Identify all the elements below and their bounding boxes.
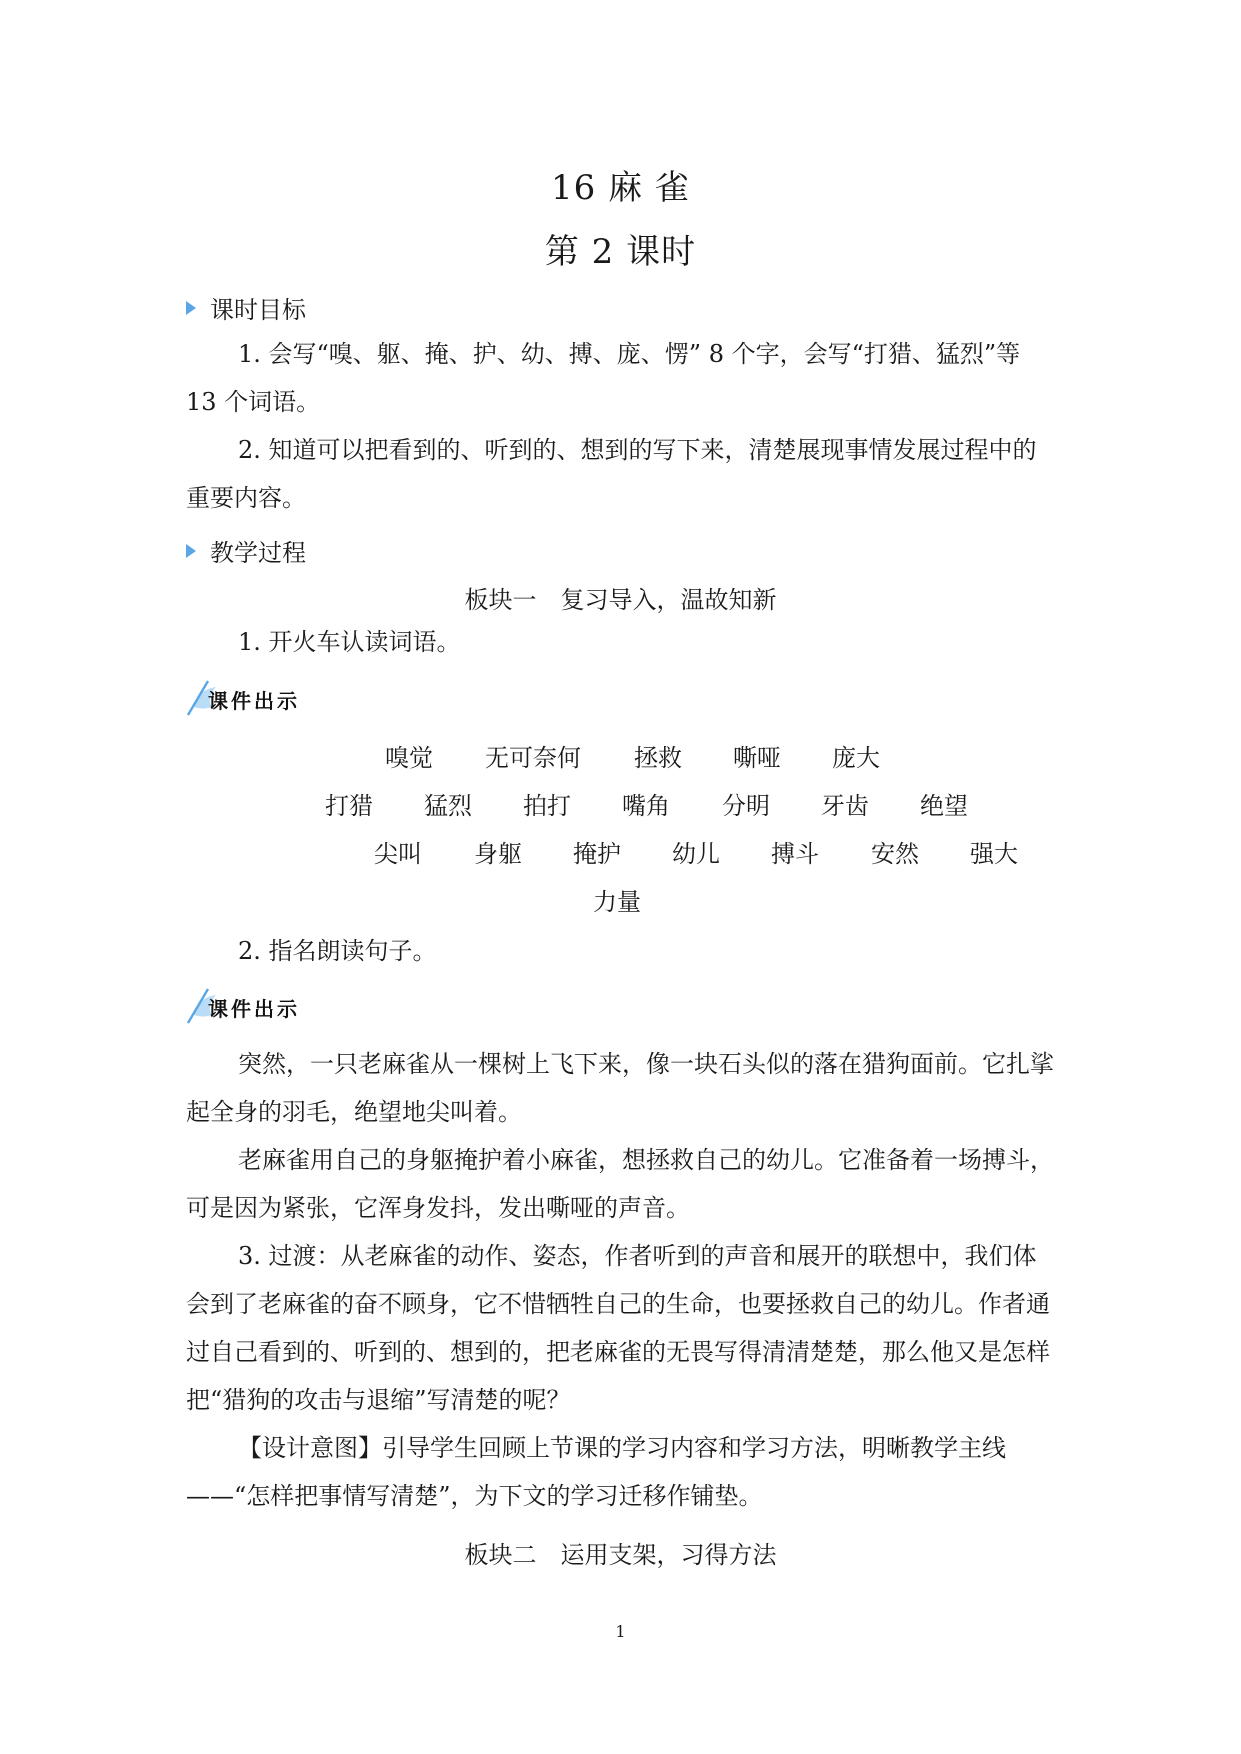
lesson-title: 16 麻 雀	[551, 168, 690, 208]
word: 猛烈	[424, 792, 472, 820]
word: 掩护	[573, 840, 621, 868]
word: 尖叫	[374, 840, 422, 868]
word: 打猎	[325, 792, 373, 820]
passage-paragraph-1: 突然，一只老麻雀从一棵树上飞下来，像一块石头似的落在猎狗面前。它扎挲起全身的羽毛，绝望地尖叫着。	[186, 1050, 1054, 1126]
word: 嗅觉	[385, 744, 433, 772]
badge-label: 课件出示	[208, 689, 300, 713]
badge-label: 课件出示	[208, 997, 300, 1021]
block-1-title: 板块一 复习导入，温故知新	[464, 586, 777, 614]
word: 牙齿	[821, 792, 869, 820]
word: 庞大	[832, 744, 880, 772]
step-1: 1. 开火车认读词语。	[238, 628, 461, 656]
triangle-bullet-icon	[186, 544, 196, 558]
step-2: 2. 指名朗读句子。	[238, 937, 437, 965]
triangle-bullet-icon	[186, 301, 196, 315]
word: 嘴角	[622, 792, 670, 820]
word: 搏斗	[771, 840, 819, 868]
word: 力量	[593, 888, 641, 916]
goal-item-1: 1. 会写“嗅、躯、掩、护、幼、搏、庞、愣” 8 个字，会写“打猎、猛烈”等 13 个词语。	[186, 340, 1021, 416]
word: 无可奈何	[485, 744, 581, 772]
page-number: 1	[615, 1622, 626, 1641]
courseware-badge	[186, 677, 326, 719]
courseware-badge	[186, 985, 326, 1027]
word-row-3	[0, 834, 1241, 868]
word: 安然	[871, 840, 919, 868]
word-row-4	[0, 882, 1241, 916]
section-heading-process	[186, 533, 306, 568]
word: 身躯	[474, 840, 522, 868]
word: 幼儿	[672, 840, 720, 868]
passage-paragraph-2: 老麻雀用自己的身躯掩护着小麻雀，想拯救自己的幼儿。它准备着一场搏斗，可是因为紧张，它浑身发抖，发出嘶哑的声音。	[186, 1146, 1054, 1222]
section-label: 课时目标	[210, 296, 306, 324]
design-intent: 【设计意图】引导学生回顾上节课的学习内容和学习方法，明晰教学主线——“怎样把事情写清楚”，为下文的学习迁移作铺垫。	[186, 1434, 1006, 1510]
section-heading-goals	[186, 290, 306, 325]
word: 嘶哑	[733, 744, 781, 772]
block-2-title: 板块二 运用支架，习得方法	[464, 1541, 777, 1569]
word: 绝望	[920, 792, 968, 820]
word: 强大	[970, 840, 1018, 868]
word: 分明	[722, 792, 770, 820]
lesson-subtitle: 第 2 课时	[544, 232, 697, 272]
word-row-2	[0, 786, 1241, 820]
step-3-transition: 3. 过渡：从老麻雀的动作、姿态，作者听到的声音和展开的联想中，我们体会到了老麻雀的奋不顾身，它不惜牺牲自己的生命，也要拯救自己的幼儿。作者通过自己看到的、听到的、想到的，把老麻雀的无畏写得清清楚楚，那么他又是怎样把“猎狗的攻击与退缩”写清楚的呢？	[186, 1242, 1050, 1414]
word: 拍打	[523, 792, 571, 820]
section-label: 教学过程	[210, 539, 306, 567]
goal-item-2: 2. 知道可以把看到的、听到的、想到的写下来，清楚展现事情发展过程中的重要内容。	[186, 436, 1037, 512]
word-row-1	[0, 738, 1241, 772]
word: 拯救	[634, 744, 682, 772]
